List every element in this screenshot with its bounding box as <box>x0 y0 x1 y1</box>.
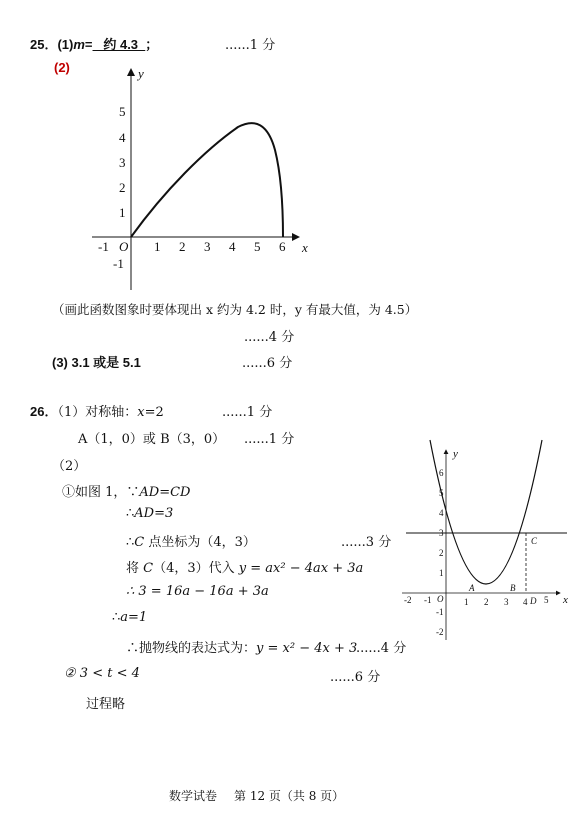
q25-ytick: 2 <box>119 180 126 195</box>
q26-step4-b: （4，3）代入 <box>153 561 239 576</box>
q26-point-b: B <box>510 583 516 593</box>
q25-note-score: ......4 分 <box>244 330 295 345</box>
q26-ytick: 5 <box>439 488 444 498</box>
q26-ytick: 6 <box>439 468 444 478</box>
q26-step2-text: ∴ <box>126 506 135 521</box>
q26-point-d: D <box>530 596 537 606</box>
q26-xlabel: x <box>563 594 568 606</box>
q25-xtick: 4 <box>229 239 236 254</box>
q25-part1-line <box>30 34 158 53</box>
q26-ytick: 4 <box>439 508 444 518</box>
q25-xtick: 1 <box>154 239 161 254</box>
q25-ytick: 4 <box>119 130 126 145</box>
q26-step6 <box>112 610 147 625</box>
q25-xtick: 5 <box>254 239 261 254</box>
q26-step3-a: ∴ <box>126 535 135 550</box>
q26-step7-eq: y = x² − 4x + 3 <box>256 641 358 656</box>
q26-xtick: 5 <box>544 595 549 605</box>
q26-part2-label: （2） <box>52 459 87 474</box>
q26-part1-line <box>30 401 164 420</box>
q25-ytick: 5 <box>119 104 126 119</box>
q26-points: A（1，0）或 B（3，0） <box>78 432 226 447</box>
q25-part3-score: ......6 分 <box>242 356 293 371</box>
q25-ytick: 1 <box>119 205 126 220</box>
q26-step1-math: AD=CD <box>139 485 191 500</box>
q26-step1 <box>62 481 190 500</box>
q26-xtick: 4 <box>523 597 528 607</box>
q26-ytick: 1 <box>439 568 444 578</box>
q25-part3: (3) 3.1 或是 5.1 <box>52 355 141 370</box>
q26-step1-text: ①如图 1，∵ <box>62 485 140 500</box>
q26-step4-var: C <box>143 561 154 576</box>
q25-xtick: 2 <box>179 239 186 254</box>
q25-xlabel: x <box>302 240 308 255</box>
q25-answer: 约 4.3 <box>92 37 146 52</box>
q25-ytick: -1 <box>113 256 124 271</box>
q26-xtick: -2 <box>404 595 412 605</box>
q26-part1-score: ......1 分 <box>222 405 273 420</box>
q26-xtick: -1 <box>424 595 432 605</box>
q26-step3-score: ......3 分 <box>341 535 392 550</box>
q26-step2 <box>126 506 173 521</box>
q26-ylabel: y <box>453 448 458 460</box>
q26-step3-b: 点坐标为（4，3） <box>144 535 256 550</box>
q25-number: 25． <box>30 37 58 52</box>
q26-step4-a: 将 <box>126 561 144 576</box>
q25-sep: ； <box>145 37 159 52</box>
q26-ytick: 3 <box>439 528 444 538</box>
q26-step6-math: a=1 <box>120 610 148 625</box>
q26-number: 26． <box>30 404 58 419</box>
q25-ylabel: y <box>138 66 144 81</box>
q26-parabola <box>430 440 542 584</box>
q26-part1-label: （1）对称轴： <box>57 405 138 420</box>
q26-xtick: 3 <box>504 597 509 607</box>
q26-step7 <box>126 637 357 656</box>
footer-page: 第 12 页（共 8 页） <box>234 789 345 803</box>
q26-step3-var: C <box>134 535 145 550</box>
q25-xtick: -1 <box>98 239 109 254</box>
q25-note: （画此函数图象时要体现出 x 约为 4.2 时，y 有最大值，为 4.5） <box>52 302 418 317</box>
q25-var-m: m <box>73 37 85 52</box>
q26-step4-eq: y = ax² − 4ax + 3a <box>238 561 364 576</box>
q26-origin: O <box>437 594 444 604</box>
q25-xtick: 6 <box>279 239 286 254</box>
q26-step5: ∴ 3 = 16a − 16a + 3a <box>126 584 269 599</box>
q26-step8: ② 3 < t < 4 <box>64 666 140 681</box>
q26-step2-math: AD=3 <box>134 506 174 521</box>
q26-ytick: 2 <box>439 548 444 558</box>
q26-points-score: ......1 分 <box>244 432 295 447</box>
q26-step7-score: ......4 分 <box>356 641 407 656</box>
footer-subject: 数学试卷 <box>169 789 218 803</box>
q26-ytick: -2 <box>436 627 444 637</box>
q26-axis-val: =2 <box>144 405 164 420</box>
q26-point-a: A <box>469 583 475 593</box>
q26-step9: 过程略 <box>86 697 126 712</box>
q26-step4 <box>126 557 363 576</box>
q26-point-c: C <box>531 536 538 546</box>
q26-step3 <box>126 531 256 550</box>
q26-axis-var: x <box>137 405 145 420</box>
q26-step6-a: ∴ <box>112 610 121 625</box>
q26-xtick: 1 <box>464 597 469 607</box>
q26-step7-text: ∴抛物线的表达式为： <box>126 641 257 656</box>
q26-xtick: 2 <box>484 597 489 607</box>
q25-part1-prefix: (1) <box>57 37 74 52</box>
q25-curve <box>131 123 283 237</box>
q25-xtick: 3 <box>204 239 211 254</box>
q25-ytick: 3 <box>119 155 126 170</box>
q26-step8-score: ......6 分 <box>330 670 381 685</box>
q25-origin: O <box>119 239 129 254</box>
q25-part2-label: (2) <box>54 60 70 75</box>
q25-eq: = <box>84 37 93 52</box>
q25-part1-score: ......1 分 <box>225 38 276 53</box>
q26-ytick: -1 <box>436 607 444 617</box>
